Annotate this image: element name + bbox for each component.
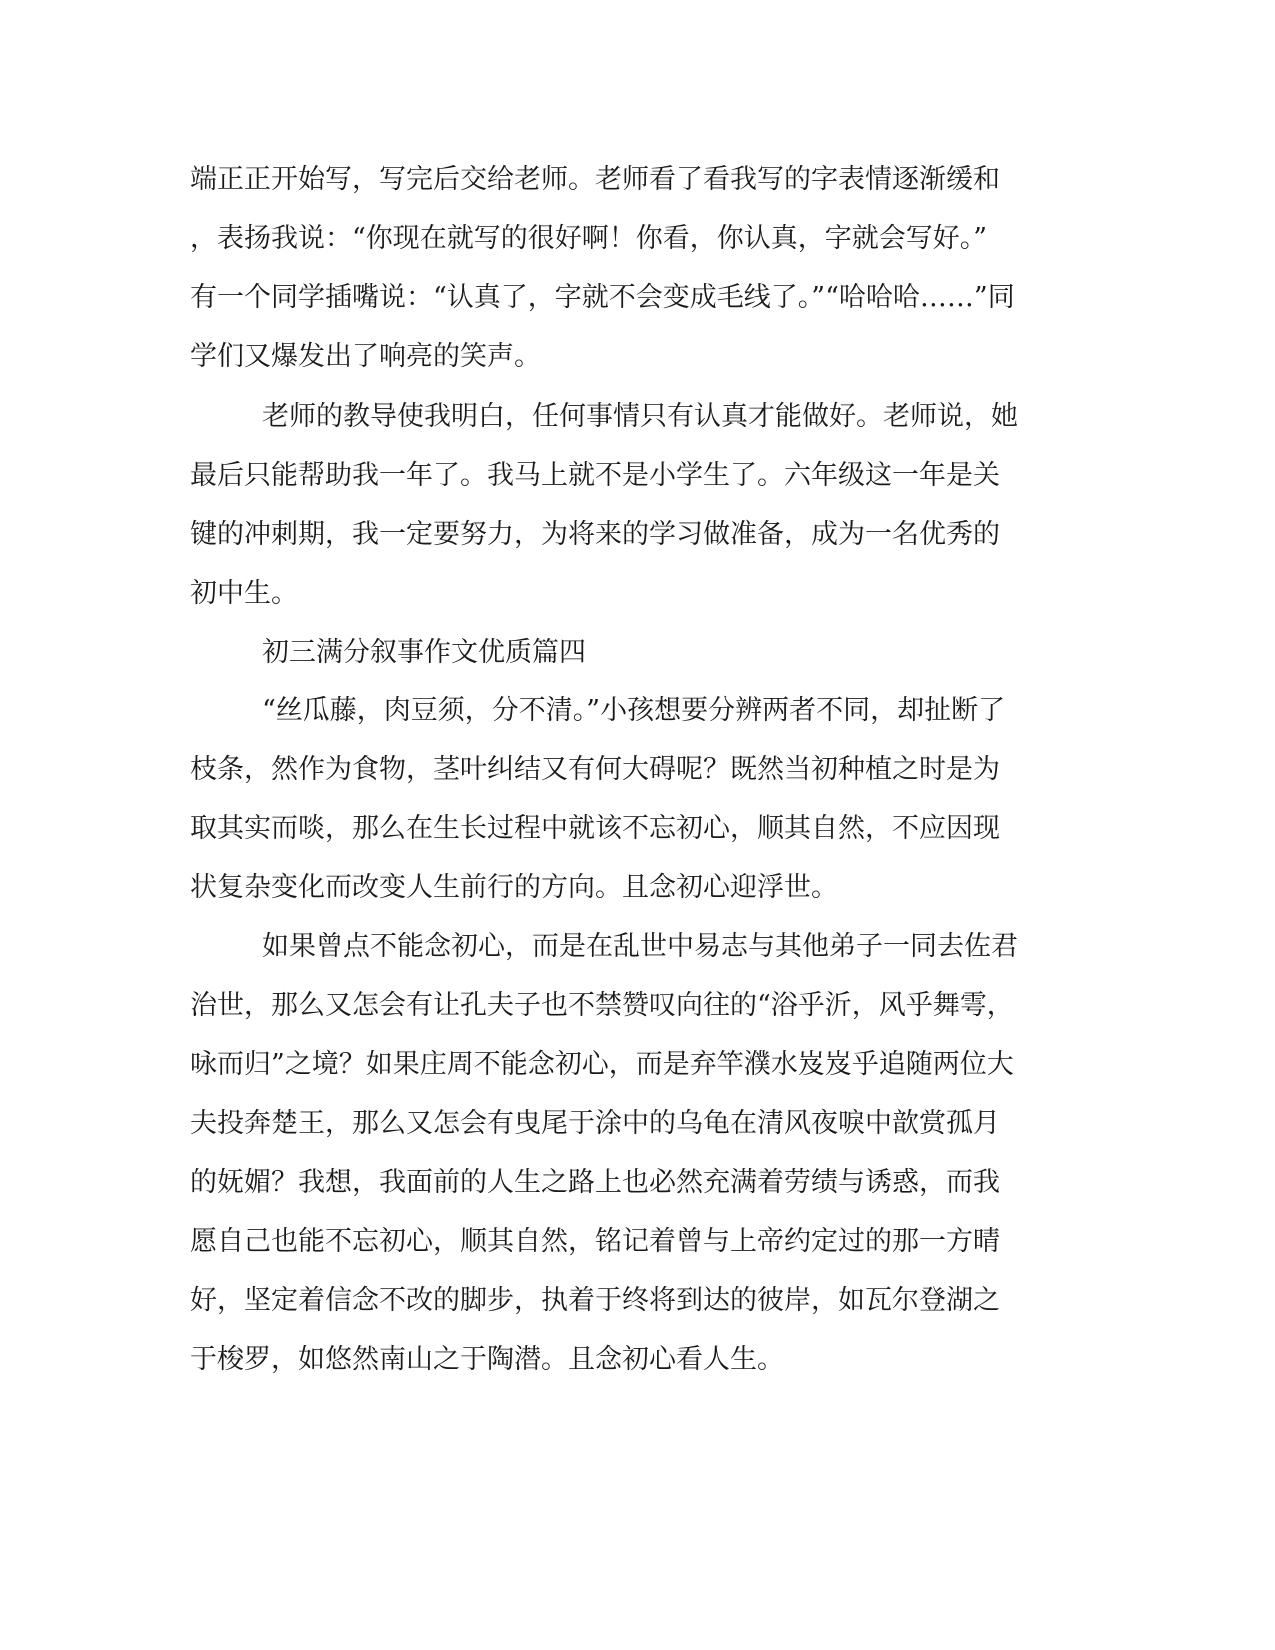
text-line: 的妩媚？我想，我面前的人生之路上也必然充满着劳绩与诱惑，而我 bbox=[190, 1167, 1000, 1198]
text-line: 学们又爆发出了响亮的笑声。 bbox=[190, 341, 541, 372]
text-line: 键的冲刺期，我一定要努力，为将来的学习做准备，成为一名优秀的 bbox=[190, 519, 1000, 550]
text-line: 治世，那么又怎会有让孔夫子也不禁赞叹向往的“浴乎沂，风乎舞雩， bbox=[190, 990, 1014, 1021]
text-line: 愿自己也能不忘初心，顺其自然，铭记着曾与上帝约定过的那一方晴 bbox=[190, 1226, 1000, 1257]
text-line: 初中生。 bbox=[190, 578, 298, 609]
text-line: ，表扬我说：“你现在就写的很好啊！你看，你认真，字就会写好。” bbox=[190, 223, 988, 254]
section-heading: 初三满分叙事作文优质篇四 bbox=[262, 637, 586, 668]
text-line: 于梭罗，如悠然南山之于陶潜。且念初心看人生。 bbox=[190, 1344, 784, 1375]
text-line: 状复杂变化而改变人生前行的方向。且念初心迎浮世。 bbox=[190, 872, 838, 903]
text-line: 端正正开始写，写完后交给老师。老师看了看我写的字表情逐渐缓和 bbox=[190, 164, 1000, 195]
text-line: 有一个同学插嘴说：“认真了，字就不会变成毛线了。”“哈哈哈……”同 bbox=[190, 282, 1015, 313]
paragraph-first-line: “丝瓜藤，肉豆须，分不清。”小孩想要分辨两者不同，却扯断了 bbox=[262, 695, 1006, 726]
paragraph-first-line: 如果曾点不能念初心，而是在乱世中易志与其他弟子一同去佐君 bbox=[262, 931, 1018, 962]
text-line: 最后只能帮助我一年了。我马上就不是小学生了。六年级这一年是关 bbox=[190, 460, 1000, 491]
text-line: 枝条，然作为食物，茎叶纠结又有何大碍呢？既然当初种植之时是为 bbox=[190, 754, 1000, 785]
paragraph-first-line: 老师的教导使我明白，任何事情只有认真才能做好。老师说，她 bbox=[262, 401, 1018, 432]
text-line: 取其实而啖，那么在生长过程中就该不忘初心，顺其自然，不应因现 bbox=[190, 813, 1000, 844]
text-line: 咏而归”之境？如果庄周不能念初心，而是弃竿濮水岌岌乎追随两位大 bbox=[190, 1049, 1014, 1080]
text-line: 好，坚定着信念不改的脚步，执着于终将到达的彼岸，如瓦尔登湖之 bbox=[190, 1285, 1000, 1316]
text-line: 夫投奔楚王，那么又怎会有曳尾于涂中的乌龟在清风夜唳中歆赏孤月 bbox=[190, 1108, 1000, 1139]
